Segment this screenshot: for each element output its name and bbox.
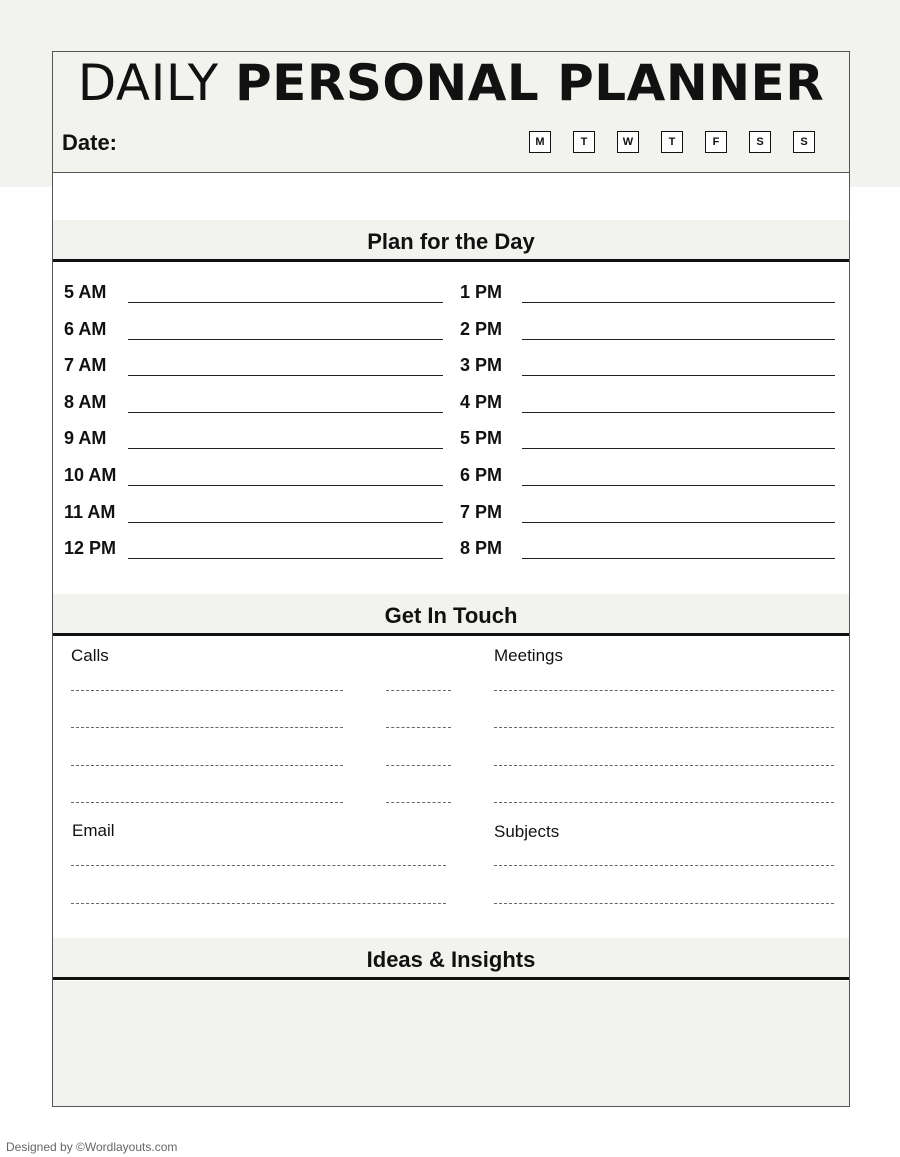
time-slot-label: 7 PM — [460, 501, 503, 522]
time-slot-label: 5 AM — [64, 282, 107, 302]
weekday-checkboxes — [529, 131, 815, 153]
time-slot-write-line[interactable] — [128, 522, 443, 523]
time-slot-label: 6 PM — [460, 465, 503, 485]
time-slot-label: 4 PM — [460, 391, 503, 412]
designer-credit: Designed by ©Wordlayouts.com — [6, 1140, 178, 1154]
day-box-wed[interactable]: W — [617, 131, 639, 153]
subjects-label: Subjects — [494, 822, 560, 841]
day-box-sat[interactable]: S — [749, 131, 771, 153]
time-slot-label: 6 AM — [64, 318, 107, 339]
time-slot-write-line[interactable] — [128, 448, 443, 449]
meeting-line[interactable] — [494, 802, 834, 803]
call-time-line[interactable] — [386, 802, 451, 803]
day-box-tue[interactable]: T — [573, 131, 595, 153]
plan-section-heading: Plan for the Day — [53, 220, 849, 262]
meeting-line[interactable] — [494, 690, 834, 691]
time-slot-row — [460, 538, 835, 558]
time-slot-write-line[interactable] — [522, 412, 835, 413]
time-slot-label: 8 PM — [460, 538, 503, 559]
time-slot-write-line[interactable] — [522, 558, 835, 559]
time-slot-write-line[interactable] — [128, 339, 443, 340]
time-slot-row — [64, 392, 443, 412]
time-slot-write-line[interactable] — [128, 558, 443, 559]
time-slot-write-line[interactable] — [522, 448, 835, 449]
subject-line[interactable] — [494, 865, 834, 866]
time-slot-row — [460, 282, 835, 302]
page-title — [53, 54, 849, 112]
time-slot-label: 5 PM — [460, 428, 503, 449]
time-slot-write-line[interactable] — [522, 375, 835, 376]
time-slot-write-line[interactable] — [522, 522, 835, 523]
time-slot-row — [64, 319, 443, 339]
time-slot-label: 8 AM — [64, 391, 107, 412]
call-name-line[interactable] — [71, 690, 343, 691]
call-time-line[interactable] — [386, 727, 451, 728]
email-label: Email — [72, 821, 115, 840]
time-slot-row — [460, 465, 835, 485]
call-time-line[interactable] — [386, 690, 451, 691]
time-slot-label: 11 AM — [64, 501, 116, 522]
ideas-notes-area[interactable] — [53, 981, 849, 1106]
title-bold-words: PERSONAL PLANNER — [235, 54, 825, 112]
time-slot-row — [460, 355, 835, 375]
ideas-section-heading: Ideas & Insights — [53, 938, 849, 980]
time-slot-label: 7 AM — [64, 355, 107, 376]
time-slot-write-line[interactable] — [522, 339, 835, 340]
time-slot-row — [64, 538, 443, 558]
time-slot-label: 1 PM — [460, 282, 503, 302]
time-slot-row — [460, 428, 835, 448]
day-box-sun[interactable]: S — [793, 131, 815, 153]
time-slot-row — [64, 465, 443, 485]
time-slot-row — [460, 392, 835, 412]
time-slot-row — [64, 428, 443, 448]
meeting-line[interactable] — [494, 765, 834, 766]
email-line[interactable] — [71, 865, 446, 866]
day-box-thu[interactable]: T — [661, 131, 683, 153]
time-slot-label: 9 AM — [64, 428, 107, 449]
meeting-line[interactable] — [494, 727, 834, 728]
day-box-fri[interactable]: F — [705, 131, 727, 153]
meetings-label: Meetings — [494, 646, 563, 665]
planner-header — [53, 52, 849, 173]
time-slot-write-line[interactable] — [128, 302, 443, 303]
day-box-mon[interactable]: M — [529, 131, 551, 153]
time-slot-row — [64, 502, 443, 522]
date-label: Date: — [62, 130, 118, 155]
calls-label: Calls — [71, 646, 109, 665]
time-slot-label: 2 PM — [460, 318, 503, 339]
subject-line[interactable] — [494, 903, 834, 904]
time-slot-row — [64, 355, 443, 375]
time-slot-row — [460, 502, 835, 522]
email-line[interactable] — [71, 903, 446, 904]
time-slot-label: 3 PM — [460, 355, 503, 376]
time-slot-write-line[interactable] — [128, 485, 443, 486]
time-slot-write-line[interactable] — [128, 375, 443, 376]
time-slot-label: 12 PM — [64, 538, 117, 559]
time-slot-write-line[interactable] — [522, 302, 835, 303]
title-thin-word: DAILY — [77, 54, 219, 112]
call-name-line[interactable] — [71, 802, 343, 803]
time-slot-row — [64, 282, 443, 302]
time-slot-write-line[interactable] — [522, 485, 835, 486]
touch-section-heading: Get In Touch — [53, 594, 849, 636]
planner-sheet — [52, 51, 850, 1107]
time-slot-write-line[interactable] — [128, 412, 443, 413]
call-name-line[interactable] — [71, 727, 343, 728]
time-slot-label: 10 AM — [64, 465, 117, 485]
call-time-line[interactable] — [386, 765, 451, 766]
call-name-line[interactable] — [71, 765, 343, 766]
time-slot-row — [460, 319, 835, 339]
